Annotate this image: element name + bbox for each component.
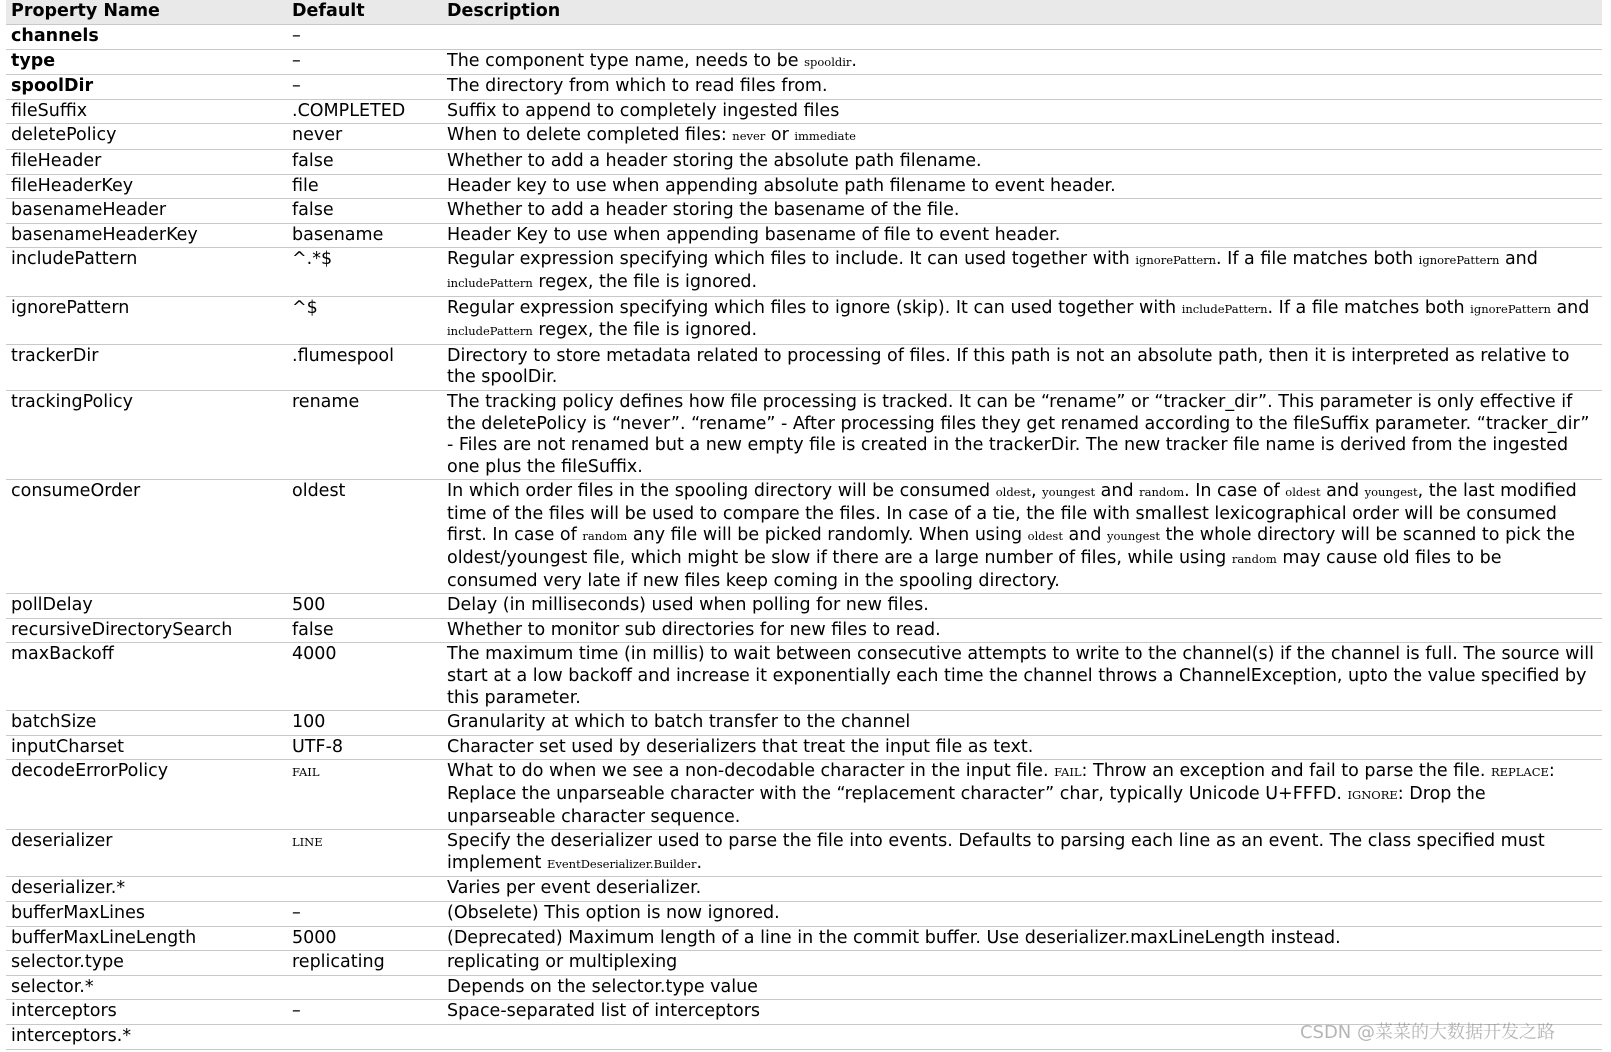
table-row bbox=[6, 975, 1602, 1000]
description-text: the whole directory will be scanned to pick the oldest/youngest file, which might be slow if there are a large number of files, while using bbox=[447, 525, 1576, 569]
table-row bbox=[6, 223, 1602, 248]
inline-code: EventDeserializer.Builder bbox=[546, 856, 697, 871]
default-value: false bbox=[292, 150, 334, 171]
default-value: FAIL bbox=[292, 765, 320, 780]
default-value: file bbox=[292, 175, 319, 196]
description-text: , the last modified time of the files will be used to compare the files. In case of a tie, the file with smallest lexicographical order will be consumed first. In case of bbox=[447, 481, 1577, 546]
inline-code: includePattern bbox=[1181, 301, 1268, 316]
property-name-cell: bufferMaxLines bbox=[6, 901, 287, 926]
table-row bbox=[6, 248, 1602, 296]
description-cell bbox=[442, 877, 1602, 902]
description-cell bbox=[442, 830, 1602, 877]
description-text: . bbox=[851, 50, 857, 71]
description-text: The directory from which to read files from. bbox=[447, 76, 828, 97]
property-name-cell: inputCharset bbox=[6, 735, 287, 760]
property-name-cell: channels bbox=[6, 25, 287, 50]
properties-table bbox=[6, 0, 1602, 1050]
description-text: Directory to store metadata related to processing of files. If this path is not an absolute path, then it is interpreted as relative to the spoolDir. bbox=[447, 345, 1570, 388]
property-name-cell: maxBackoff bbox=[6, 643, 287, 711]
table-row bbox=[6, 926, 1602, 951]
default-value: false bbox=[292, 200, 334, 221]
description-text: and bbox=[1320, 481, 1365, 502]
description-text: or bbox=[765, 125, 795, 146]
default-value: 4000 bbox=[292, 644, 337, 665]
property-name-cell: fileHeader bbox=[6, 149, 287, 174]
default-cell bbox=[287, 99, 442, 124]
property-name-cell: deserializer bbox=[6, 830, 287, 877]
table-row bbox=[6, 760, 1602, 830]
description-cell bbox=[442, 124, 1602, 150]
inline-code: spooldir bbox=[804, 54, 852, 69]
description-cell bbox=[442, 25, 1602, 50]
default-cell bbox=[287, 760, 442, 830]
property-name-cell: ignorePattern bbox=[6, 296, 287, 344]
default-value: LINE bbox=[292, 835, 323, 850]
default-value: – bbox=[292, 50, 301, 71]
inline-code: random bbox=[582, 529, 628, 544]
description-text: Specify the deserializer used to parse the file into events. Defaults to parsing each line as an event. The class specified must implement bbox=[447, 831, 1545, 873]
description-text: Whether to add a header storing the absolute path filename. bbox=[447, 150, 982, 171]
default-value: UTF-8 bbox=[292, 736, 344, 757]
description-text: regex, the file is ignored. bbox=[532, 320, 758, 341]
table-row bbox=[6, 344, 1602, 390]
watermark: CSDN @菜菜的大数据开发之路 bbox=[1299, 1022, 1555, 1043]
table-row bbox=[6, 643, 1602, 711]
property-name-cell: recursiveDirectorySearch bbox=[6, 618, 287, 643]
default-cell bbox=[287, 25, 442, 50]
property-name-cell: fileHeaderKey bbox=[6, 174, 287, 199]
description-cell bbox=[442, 99, 1602, 124]
description-text: The maximum time (in millis) to wait between consecutive attempts to write to the channel(s) if the channel is full. The source will start at a low backoff and increase it exponentially each time the channel throws a ChannelException, upto the value specified by this parameter. bbox=[447, 644, 1595, 708]
description-cell bbox=[442, 223, 1602, 248]
default-cell bbox=[287, 830, 442, 877]
inline-code: never bbox=[732, 129, 766, 144]
property-name-cell: includePattern bbox=[6, 248, 287, 296]
default-cell bbox=[287, 951, 442, 976]
description-cell bbox=[442, 199, 1602, 224]
description-cell bbox=[442, 951, 1602, 976]
default-cell bbox=[287, 49, 442, 75]
default-cell bbox=[287, 296, 442, 344]
table-row bbox=[6, 149, 1602, 174]
table-row bbox=[6, 99, 1602, 124]
table-row bbox=[6, 877, 1602, 902]
default-value: .flumespool bbox=[292, 345, 394, 366]
inline-code: oldest bbox=[1027, 529, 1063, 544]
default-cell bbox=[287, 643, 442, 711]
inline-code: IGNORE bbox=[1347, 788, 1398, 802]
table-row bbox=[6, 25, 1602, 50]
description-cell bbox=[442, 643, 1602, 711]
description-text: In which order files in the spooling directory will be consumed bbox=[447, 481, 996, 502]
default-cell bbox=[287, 124, 442, 150]
inline-code: REPLACE bbox=[1490, 765, 1549, 780]
description-cell bbox=[442, 296, 1602, 344]
description-cell bbox=[442, 75, 1602, 100]
default-cell bbox=[287, 75, 442, 100]
property-name-cell: type bbox=[6, 49, 287, 75]
property-name-cell: trackerDir bbox=[6, 344, 287, 390]
default-cell bbox=[287, 199, 442, 224]
inline-code: FAIL bbox=[1054, 765, 1082, 780]
table-row bbox=[6, 618, 1602, 643]
table-row bbox=[6, 124, 1602, 150]
inline-code: ignorePattern bbox=[1135, 253, 1217, 268]
description-text: replicating or multiplexing bbox=[447, 952, 678, 973]
description-cell bbox=[442, 149, 1602, 174]
property-name-cell: consumeOrder bbox=[6, 480, 287, 594]
description-cell bbox=[442, 901, 1602, 926]
inline-code: random bbox=[1231, 552, 1277, 567]
inline-code: immediate bbox=[794, 129, 856, 144]
description-text: When to delete completed files: bbox=[447, 125, 733, 146]
description-text: What to do when we see a non-decodable character in the input file. bbox=[447, 761, 1055, 782]
description-text: : Replace the unparseable character with the “replacement character” char, typically Unicode U+FFFD. bbox=[447, 761, 1555, 804]
description-text: : Throw an exception and fail to parse the file. bbox=[1081, 761, 1491, 782]
table-row bbox=[6, 199, 1602, 224]
default-cell bbox=[287, 1000, 442, 1025]
property-name-cell: batchSize bbox=[6, 711, 287, 736]
default-value: – bbox=[292, 26, 301, 46]
default-cell bbox=[287, 480, 442, 594]
inline-code: youngest bbox=[1042, 485, 1096, 500]
description-text: The tracking policy defines how file processing is tracked. It can be “rename” or “tracker_dir”. This parameter is only effective if the deletePolicy is “never”. “rename” - After processing files they get renamed according to the fileSuffix parameter. “tracker_dir” - Files are not renamed but a new empty file is created in the trackerDir. The new tracker file name is derived from the ingested one plus the fileSuffix. bbox=[447, 391, 1590, 477]
default-value: rename bbox=[292, 391, 360, 412]
description-text: Depends on the selector.type value bbox=[447, 976, 758, 997]
description-cell bbox=[442, 594, 1602, 619]
property-name-cell: selector.type bbox=[6, 951, 287, 976]
property-name-cell: pollDelay bbox=[6, 594, 287, 619]
description-text: : Drop the unparseable character sequence. bbox=[447, 784, 1486, 827]
table-row bbox=[6, 901, 1602, 926]
inline-code: ignorePattern bbox=[1418, 253, 1500, 268]
property-name-cell: deserializer.* bbox=[6, 877, 287, 902]
default-cell bbox=[287, 1024, 442, 1049]
description-cell bbox=[442, 248, 1602, 296]
property-name-cell: trackingPolicy bbox=[6, 390, 287, 479]
default-cell bbox=[287, 344, 442, 390]
property-name-cell: basenameHeaderKey bbox=[6, 223, 287, 248]
property-name-cell: decodeErrorPolicy bbox=[6, 760, 287, 830]
description-text: (Obselete) This option is now ignored. bbox=[447, 902, 780, 923]
default-value: basename bbox=[292, 224, 384, 245]
property-name-cell: spoolDir bbox=[6, 75, 287, 100]
property-name-cell: deletePolicy bbox=[6, 124, 287, 150]
default-value: 100 bbox=[292, 712, 326, 733]
description-cell bbox=[442, 49, 1602, 75]
default-value: ^$ bbox=[292, 297, 318, 318]
description-text: . In case of bbox=[1184, 481, 1286, 502]
description-text: and bbox=[1550, 297, 1590, 318]
header-description: Description bbox=[442, 0, 1602, 25]
description-cell bbox=[442, 480, 1602, 594]
description-text: and bbox=[1062, 525, 1108, 546]
default-cell bbox=[287, 877, 442, 902]
property-name-cell: basenameHeader bbox=[6, 199, 287, 224]
table-row bbox=[6, 951, 1602, 976]
default-cell bbox=[287, 248, 442, 296]
description-text: and bbox=[1499, 249, 1538, 270]
description-cell bbox=[442, 174, 1602, 199]
description-cell bbox=[442, 390, 1602, 479]
default-value: .COMPLETED bbox=[292, 100, 406, 121]
property-name-cell: interceptors bbox=[6, 1000, 287, 1025]
header-property-name: Property Name bbox=[6, 0, 287, 25]
inline-code: ignorePattern bbox=[1470, 301, 1551, 316]
default-cell bbox=[287, 390, 442, 479]
description-text: any file will be picked randomly. When using bbox=[627, 525, 1028, 546]
inline-code: includePattern bbox=[447, 275, 533, 290]
description-cell bbox=[442, 760, 1602, 830]
table-row bbox=[6, 390, 1602, 479]
table-row bbox=[6, 711, 1602, 736]
description-text: The component type name, needs to be bbox=[447, 50, 805, 71]
default-value: 500 bbox=[292, 595, 326, 616]
property-name-cell: interceptors.* bbox=[6, 1024, 287, 1049]
description-text: . If a file matches both bbox=[1216, 249, 1419, 270]
description-cell bbox=[442, 618, 1602, 643]
default-cell bbox=[287, 926, 442, 951]
inline-code: random bbox=[1139, 485, 1185, 500]
description-text: Suffix to append to completely ingested files bbox=[447, 100, 840, 121]
inline-code: oldest bbox=[1285, 485, 1321, 500]
description-text: may cause old files to be consumed very late if new files keep coming in the spooling directory. bbox=[447, 548, 1502, 591]
default-value: – bbox=[292, 902, 301, 923]
table-header-row bbox=[6, 0, 1602, 25]
table-row bbox=[6, 735, 1602, 760]
description-text: Delay (in milliseconds) used when polling for new files. bbox=[447, 595, 929, 616]
table-body bbox=[6, 25, 1602, 1050]
default-cell bbox=[287, 149, 442, 174]
description-text: . If a file matches both bbox=[1267, 297, 1471, 318]
description-text: Whether to monitor sub directories for new files to read. bbox=[447, 619, 941, 640]
default-cell bbox=[287, 223, 442, 248]
description-text: , bbox=[1031, 481, 1043, 502]
table-row bbox=[6, 830, 1602, 877]
description-text: Space-separated list of interceptors bbox=[447, 1001, 761, 1022]
description-text: Header Key to use when appending basename of file to event header. bbox=[447, 224, 1061, 245]
default-value: never bbox=[292, 125, 343, 146]
default-value: ^.*$ bbox=[292, 249, 333, 270]
table-row bbox=[6, 594, 1602, 619]
inline-code: oldest bbox=[995, 485, 1032, 500]
default-value: false bbox=[292, 619, 334, 640]
description-cell bbox=[442, 344, 1602, 390]
table-row bbox=[6, 296, 1602, 344]
default-cell bbox=[287, 975, 442, 1000]
description-cell bbox=[442, 735, 1602, 760]
description-text: regex, the file is ignored. bbox=[532, 271, 758, 292]
table-row bbox=[6, 480, 1602, 594]
default-cell bbox=[287, 901, 442, 926]
table-row bbox=[6, 174, 1602, 199]
default-cell bbox=[287, 618, 442, 643]
description-text: and bbox=[1095, 481, 1140, 502]
description-text: (Deprecated) Maximum length of a line in the commit buffer. Use deserializer.maxLineLength instead. bbox=[447, 927, 1341, 948]
description-text: Regular expression specifying which files to ignore (skip). It can used together with bbox=[447, 297, 1182, 318]
property-name-cell: selector.* bbox=[6, 975, 287, 1000]
default-value: oldest bbox=[292, 481, 346, 502]
default-cell bbox=[287, 174, 442, 199]
description-text: Header key to use when appending absolute path filename to event header. bbox=[447, 175, 1116, 196]
description-text: Regular expression specifying which files to include. It can used together with bbox=[447, 249, 1136, 270]
table-row bbox=[6, 49, 1602, 75]
default-cell bbox=[287, 711, 442, 736]
property-name-cell: fileSuffix bbox=[6, 99, 287, 124]
default-value: 5000 bbox=[292, 927, 337, 948]
description-text: Granularity at which to batch transfer to the channel bbox=[447, 712, 911, 733]
description-cell bbox=[442, 975, 1602, 1000]
table-row bbox=[6, 75, 1602, 100]
default-cell bbox=[287, 594, 442, 619]
header-default: Default bbox=[287, 0, 442, 25]
default-cell bbox=[287, 735, 442, 760]
description-text: . bbox=[696, 852, 703, 873]
description-cell bbox=[442, 711, 1602, 736]
description-cell bbox=[442, 926, 1602, 951]
description-text: Varies per event deserializer. bbox=[447, 878, 702, 899]
description-text: Character set used by deserializers that treat the input file as text. bbox=[447, 736, 1034, 757]
property-name-cell: bufferMaxLineLength bbox=[6, 926, 287, 951]
default-value: – bbox=[292, 76, 301, 97]
inline-code: youngest bbox=[1364, 485, 1418, 500]
default-value: replicating bbox=[292, 952, 385, 973]
default-value: – bbox=[292, 1001, 301, 1022]
description-text: Whether to add a header storing the basename of the file. bbox=[447, 200, 960, 221]
inline-code: includePattern bbox=[447, 324, 533, 339]
inline-code: youngest bbox=[1107, 529, 1160, 544]
